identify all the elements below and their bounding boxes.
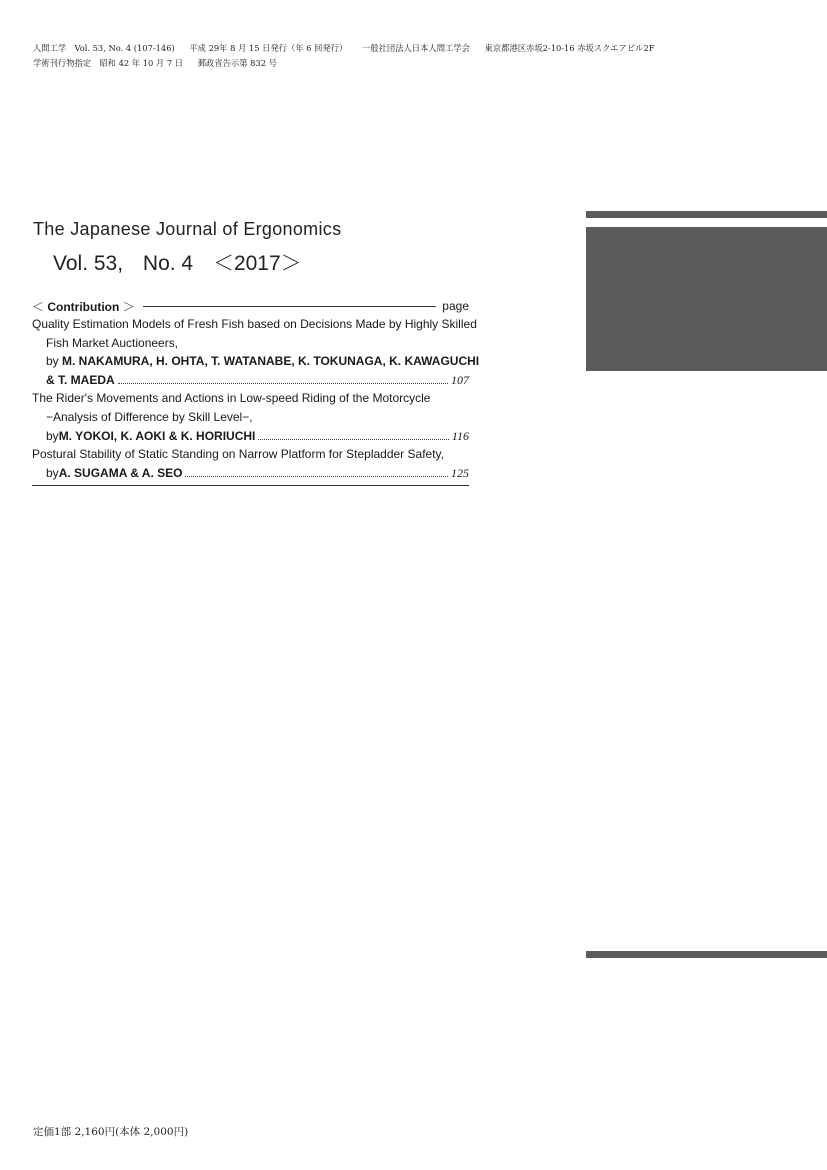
publication-info-line-2 [33,56,667,71]
entry-title-line: −Analysis of Difference by Skill Level−, [46,409,253,424]
toc-bottom-rule [32,485,469,486]
page-column-label: page [442,299,469,313]
by-label: by [46,465,59,480]
toc-entry-1[interactable] [32,315,480,389]
right-accent-bar-bottom [586,951,827,958]
table-of-contents [32,297,480,486]
journal-title: The Japanese Journal of Ergonomics [33,219,342,239]
toc-entry-2[interactable] [32,389,469,445]
header-rule [143,306,437,307]
journal-issue-jp: 人間工学 Vol. 53, No. 4 (107-146) [33,43,175,53]
section-bracket-close: ＞ [119,299,135,314]
publisher-address-jp: 東京都港区赤坂2-10-16 赤坂スクエアビル2F [484,43,655,53]
ministry-notice-jp: 郵政省告示第 832 号 [197,58,277,68]
entry-page-number: 107 [451,372,469,387]
publication-info-line-1 [33,41,667,56]
entry-title-line: The Rider's Movements and Actions in Low-speed Riding of the Motorcycle [32,391,431,406]
issue-date-jp: 平成 29年 8 月 15 日発行（年 6 回発行） [189,43,348,53]
dot-leader [258,439,449,440]
entry-authors-leader [32,427,469,446]
right-accent-block [586,227,827,371]
section-heading [32,298,135,315]
entry-title-line: Fish Market Auctioneers, [46,335,179,350]
entry-authors-leader [32,371,469,390]
section-label: Contribution [47,299,120,314]
dot-leader [118,383,448,384]
by-label: by [46,354,63,369]
publication-info [33,41,667,71]
dot-leader [185,476,448,477]
publisher-jp: 一般社団法人日本人間工学会 [362,43,470,53]
toc-entry-3[interactable] [32,445,469,482]
price-label: 定価1部 2,160円(本体 2,000円) [33,1126,189,1138]
author-names: M. YOKOI, K. AOKI & K. HORIUCHI [58,428,256,443]
author-names: A. SUGAMA & A. SEO [58,465,183,480]
by-label: by [46,428,59,443]
volume-line [53,247,316,277]
designation-date-jp: 学術刊行物指定 昭和 42 年 10 月 7 日 [33,58,184,68]
right-accent-bar-top [586,211,827,218]
author-names: & T. MAEDA [46,372,115,387]
entry-page-number: 116 [451,428,469,443]
volume-number: Vol. 53, [53,252,124,275]
entry-title-line: Postural Stability of Static Standing on Narrow Platform for Stepladder Safety, [32,447,444,462]
author-names: M. NAKAMURA, H. OHTA, T. WATANABE, K. TOKUNAGA, K. KAWAGUCHI [62,354,480,369]
toc-header [32,297,469,315]
issue-year: ＜2017＞ [212,252,302,275]
entry-title-line: Quality Estimation Models of Fresh Fish based on Decisions Made by Highly Skilled [32,317,477,331]
issue-number: No. 4 [142,252,194,275]
entry-authors [32,352,480,371]
section-bracket-open: ＜ [32,299,48,314]
entry-page-number: 125 [451,465,469,480]
entry-authors-leader [32,464,469,483]
